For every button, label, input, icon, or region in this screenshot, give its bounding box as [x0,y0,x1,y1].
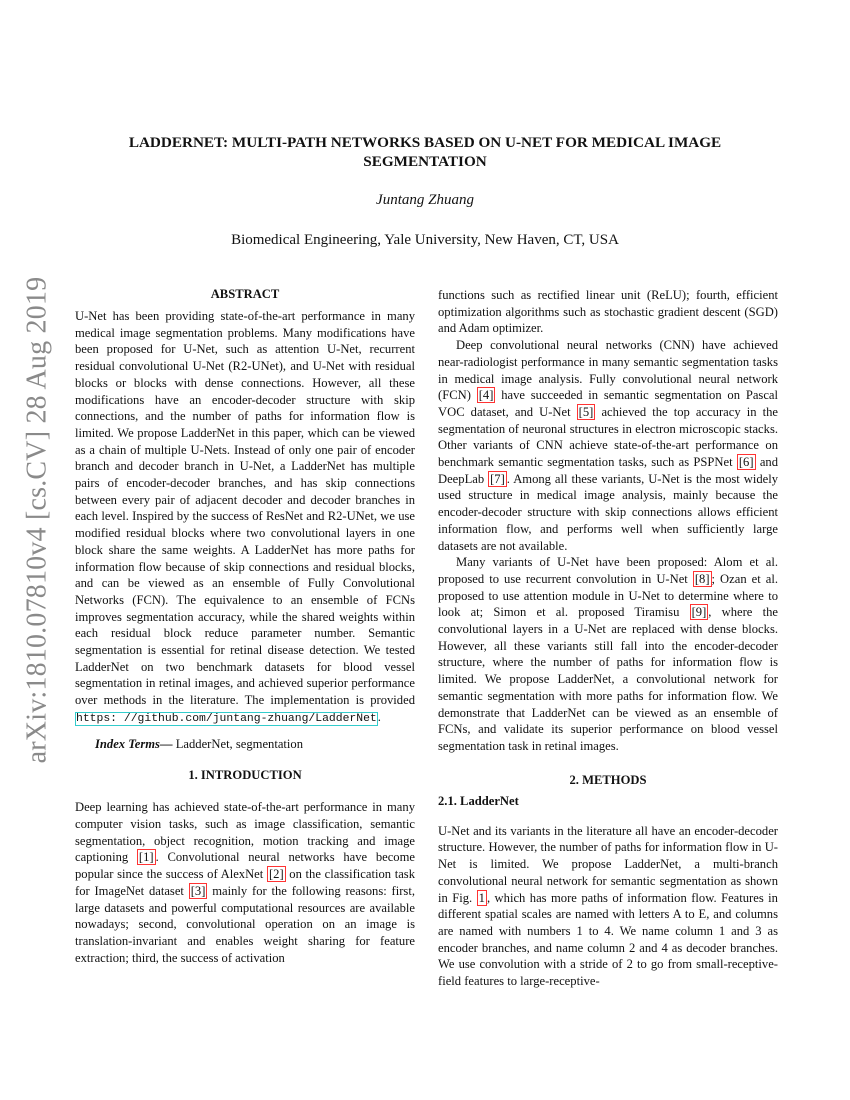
right-p2-text-c: , where the convolutional layers in a U-Net are replaced with dense blocks. However, all these variants still fall into the encoder-decoder structure, where the number of paths for information flow is limited. We propose LadderNet, a convolutional network for semantic segmentation with more paths for information flow. We demonstrate that LadderNet can be viewed as an ensemble of FCNs, and validate its superior performance on blood vessel segmentation task in retinal images. [438,605,778,753]
citation-4[interactable]: [4] [478,388,494,403]
abstract-body: U-Net has been providing state-of-the-art performance in many medical image segmentation problems. Many modifications have been proposed for U-Net, such as attention U-Net, recurrent residual convolutional U-Net (R2-UNet), and U-Net with residual blocks or blocks with dense connections. However, all these modifications have an encoder-decoder structure with skip connections, and the number of paths for information flow is limited. We propose LadderNet in this paper, which can be viewed as a chain of multiple U-Nets. Instead of only one pair of encoder branch and decoder branch in U-Net, a LadderNet has multiple pairs of encoder-decoder branches, and has skip connections between every pair of adjacent decoder and decoder branches in each level. Inspired by the success of ResNet and R2-UNet, we use modified residual blocks where two convolutional layers in one block share the same weights. A LadderNet has more paths for information flow because of skip connections and residual blocks, and can be viewed as an ensemble of Fully Convolutional Networks (FCN). The equivalence to an ensemble of FCNs improves segmentation accuracy, while the shared weights within each residual block reduce parameter number. Semantic segmentation is essential for retinal disease detection. We tested LadderNet on two benchmark datasets for blood vessel segmentation in retinal images, and achieved superior performance over methods in the literature. The implementation is provided [75,309,415,708]
arxiv-id-text: arXiv:1810.07810v4 [cs.CV] 28 Aug 2019 [21,276,52,764]
title-line-2: SEGMENTATION [363,153,487,170]
methods-heading: 2. METHODS [569,772,647,787]
affiliation: Biomedical Engineering, Yale University, New Haven, CT, USA [231,232,619,248]
citation-6[interactable]: [6] [738,455,754,470]
abstract-text [75,308,415,728]
code-url-part2: //github.com/juntang-zhuang/LadderNet [123,712,377,725]
figure-1-ref[interactable]: 1 [478,890,485,905]
right-p1-text-b: have succeeded in semantic segmentation on Pascal VOC dataset, and U-Net [438,388,778,419]
right-p1-text-c: achieved the top accuracy in the segmentation of neuronal structures in electron microscopic stacks. Other variants of CNN achieve state-of-the-art performance on benchmark semantic segmentation tasks, such as PSPNet [438,404,778,470]
right-paragraph-0: functions such as rectified linear unit (ReLU); fourth, efficient optimization algorithms such as stochastic gradient descent (SGD) and Adam optimizer. [438,288,778,336]
arxiv-sidebar-stamp [20,276,54,764]
right-p3-text-b: , which has more paths of information flow. Features in different spatial scales are named with letters A to E, and columns are named with numbers 1 to 4. We name column 1 and 3 as encoder branches, and name column 2 and 4 as decoder branches. We use convolution with a stride of 2 to go from small-receptive-field features to large-receptive- [438,890,778,989]
right-paragraph-3 [438,823,778,990]
right-p2-text-b: ; Ozan et al. proposed to use attention module in U-Net to determine where to look at; Simon et al. proposed Tiramisu [438,571,778,620]
left-column [75,287,415,966]
laddernet-subheading: 2.1. LadderNet [438,793,519,808]
intro-text-a: Deep learning has achieved state-of-the-art performance in many computer vision tasks, such as image classification, semantic segmentation, object recognition, motion tracking and image captioning [75,800,415,865]
intro-paragraph [75,799,415,966]
abstract-heading: ABSTRACT [210,287,280,301]
citation-8[interactable]: [8] [694,571,710,586]
index-terms [75,736,415,753]
intro-heading: 1. INTRODUCTION [188,768,302,783]
citation-1[interactable]: [1] [138,850,154,865]
title-line-1: LADDERNET: MULTI-PATH NETWORKS BASED ON U-NET FOR MEDICAL IMAGE [128,134,722,151]
citation-2[interactable]: [2] [268,867,284,882]
right-p1-text-d: and DeepLab [438,455,778,486]
author-name: Juntang Zhuang [376,192,474,208]
right-paragraph-2 [438,554,778,754]
right-paragraph-1 [438,337,778,554]
citation-3[interactable]: [3] [190,883,206,898]
citation-5[interactable]: [5] [578,404,594,419]
right-p1-text-a: Deep convolutional neural networks (CNN) have achieved near-radiologist performance in many semantic segmentation tasks in medical image analysis. Fully convolutional neural network (FCN) [438,338,778,403]
right-p3-text-a: U-Net and its variants in the literature all have an encoder-decoder structure. However, the number of paths for information flow in U-Net is limited. We propose LadderNet, a multi-branch convolutional neural network for semantic segmentation as shown in Fig. [438,823,778,905]
intro-text-d: mainly for the following reasons: first, large datasets and powerful computational resources are available nowadays; second, convolutional operation on an image is translation-invariant and enables weight sharing for feature extraction; third, the success of activation [75,883,415,965]
right-column [438,287,778,990]
intro-text-b: . Convolutional neural networks have become popular since the success of AlexNet [75,850,415,882]
right-p1-text-e: . Among all these variants, U-Net is the most widely used structure in medical image analysis, mainly because the encoder-decoder structure with skip connections allows efficient information flow, and performs well when sufficiently large datasets are not available. [438,471,779,553]
paper-title [75,133,775,171]
citation-7[interactable]: [7] [490,471,505,486]
intro-text-c: on the classification task for ImageNet dataset [75,867,415,898]
citation-9[interactable]: [9] [691,605,707,620]
abstract-end: . [377,709,381,724]
right-p2-text-a: Many variants of U-Net have been proposed: Alom et al. proposed to use recurrent convolution in U-Net [438,555,778,586]
index-terms-label: Index Terms— [95,736,173,751]
index-terms-text: LadderNet, segmentation [175,736,304,751]
code-url-link[interactable] [75,712,378,726]
code-url-part1: https: [76,712,118,725]
